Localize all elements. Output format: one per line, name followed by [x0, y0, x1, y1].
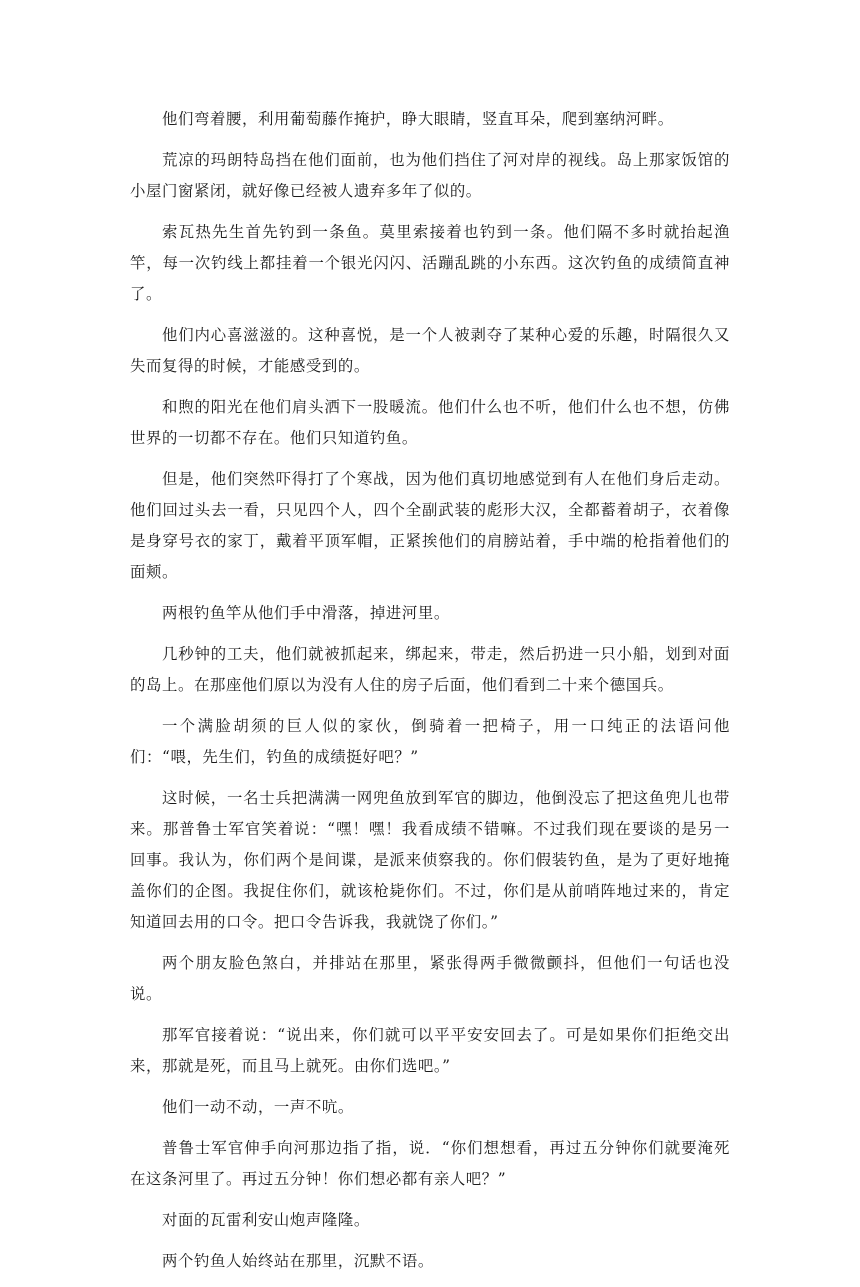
- paragraph: 荒凉的玛朗特岛挡在他们面前，也为他们挡住了河对岸的视线。岛上那家饭馆的小屋门窗紧闭，就好像已经被人遗弃多年了似的。: [130, 151, 730, 200]
- paragraph: 和煦的阳光在他们肩头洒下一股暖流。他们什么也不听，他们什么也不想，仿佛世界的一切都不存在。他们只知道钓鱼。: [130, 398, 730, 447]
- paragraph: 他们内心喜滋滋的。这种喜悦，是一个人被剥夺了某种心爱的乐趣，时隔很久又失而复得的时候，才能感受到的。: [130, 326, 730, 375]
- paragraph: 几秒钟的工夫，他们就被抓起来，绑起来，带走，然后扔进一只小船，划到对面的岛上。在那座他们原以为没有人住的房子后面，他们看到二十来个德国兵。: [130, 645, 730, 694]
- paragraph: 两根钓鱼竿从他们手中滑落，掉进河里。: [162, 604, 450, 622]
- paragraph: 他们一动不动，一声不吭。: [162, 1098, 354, 1116]
- paragraph: 一个满脸胡须的巨人似的家伙，倒骑着一把椅子，用一口纯正的法语问他们：“喂，先生们，钓鱼的成绩挺好吧？”: [130, 717, 730, 766]
- paragraph: 他们弯着腰，利用葡萄藤作掩护，睁大眼睛，竖直耳朵，爬到塞纳河畔。: [162, 110, 674, 128]
- paragraph: 两个钓鱼人始终站在那里，沉默不语。: [162, 1252, 434, 1270]
- paragraph: 普鲁士军官伸手向河那边指了指，说．“你们想想看，再过五分钟你们就要淹死在这条河里了。再过五分钟！你们想必都有亲人吧？”: [130, 1139, 730, 1188]
- paragraph: 这时候，一名士兵把满满一网兜鱼放到军官的脚边，他倒没忘了把这鱼兜儿也带来。那普鲁士军官笑着说：“嘿！嘿！我看成绩不错嘛。不过我们现在要谈的是另一回事。我认为，你们两个是间谍，是派来侦察我的。你们假装钓鱼，是为了更好地掩盖你们的企图。我捉住你们，就该枪毙你们。不过，你们是从前哨阵地过来的，肯定知道回去用的口令。把口令告诉我，我就饶了你们。”: [130, 789, 730, 931]
- paragraph: 两个朋友脸色煞白，并排站在那里，紧张得两手微微颤抖，但他们一句话也没说。: [130, 954, 730, 1003]
- paragraph: 索瓦热先生首先钓到一条鱼。莫里索接着也钓到一条。他们隔不多时就抬起渔竿，每一次钓线上都挂着一个银光闪闪、活蹦乱跳的小东西。这次钓鱼的成绩简直神了。: [130, 223, 730, 303]
- paragraph: 那军官接着说：“说出来，你们就可以平平安安回去了。可是如果你们拒绝交出来，那就是死，而且马上就死。由你们选吧。”: [130, 1026, 730, 1075]
- paragraph: 但是，他们突然吓得打了个寒战，因为他们真切地感觉到有人在他们身后走动。他们回过头去一看，只见四个人，四个全副武装的彪形大汉，全都蓄着胡子，衣着像是身穿号衣的家丁，戴着平顶军帽，正紧挨他们的肩膀站着，手中端的枪指着他们的面颊。: [130, 470, 730, 581]
- paragraph: 对面的瓦雷利安山炮声隆隆。: [162, 1211, 370, 1229]
- article-body: [130, 104, 730, 1287]
